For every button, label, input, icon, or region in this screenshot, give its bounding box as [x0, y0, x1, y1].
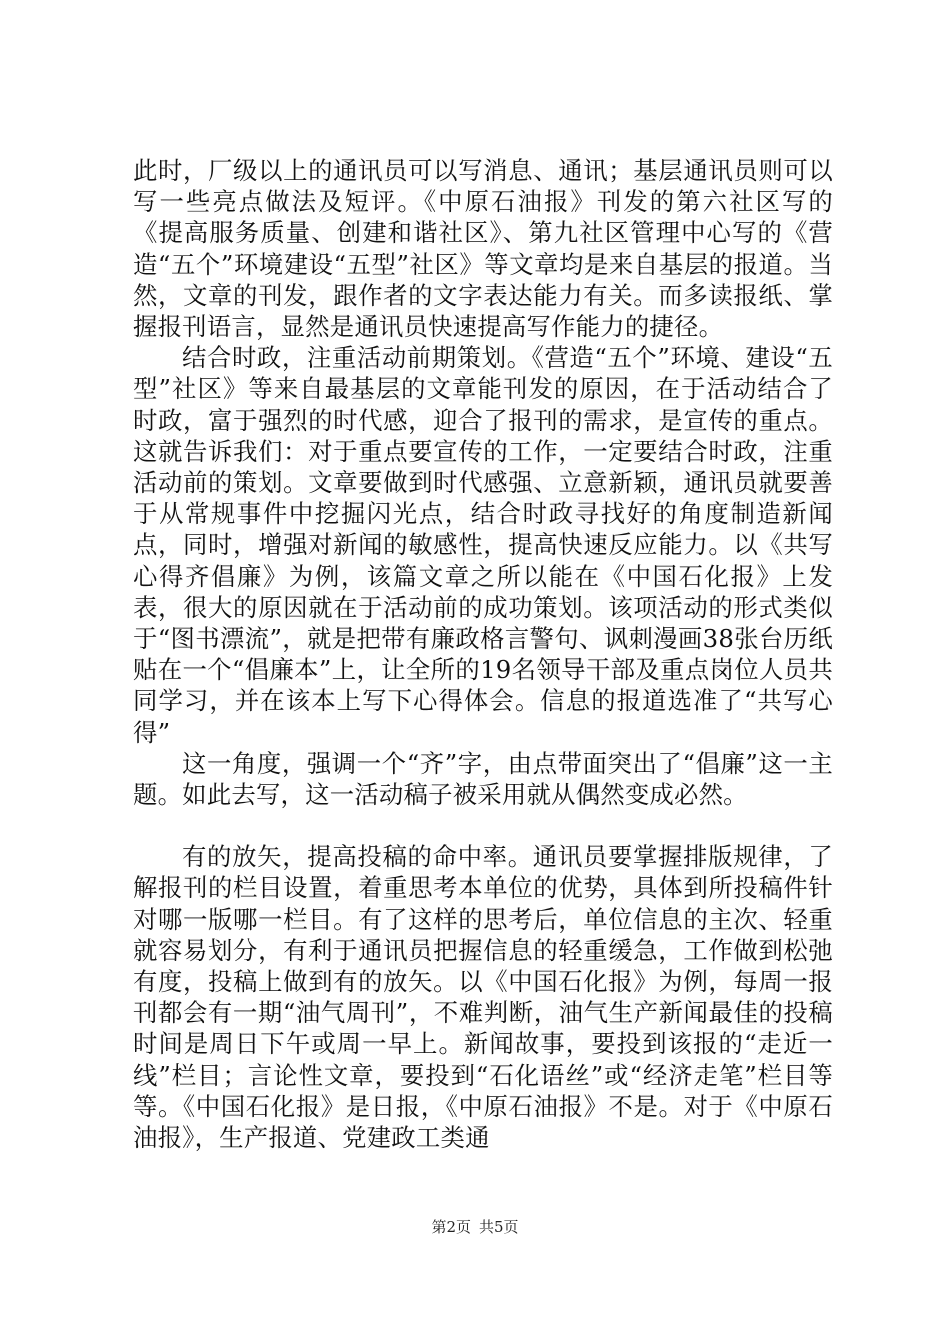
document-body [133, 155, 833, 1153]
page-number-total: 共5页 [479, 1218, 519, 1236]
paragraph-4: 有的放矢，提高投稿的命中率。通讯员要掌握排版规律，了解报刊的栏目设置，着重思考本单位的优势，具体到所投稿件针对哪一版哪一栏目。有了这样的思考后，单位信息的主次、轻重就容易划分，有利于通讯员把握信息的轻重缓急，工作做到松弛有度，投稿上做到有的放矢。以《中国石化报》为例，每周一报刊都会有一期“油气周刊”，不难判断，油气生产新闻最佳的投稿时间是周日下午或周一早上。新闻故事，要投到该报的“走近一线”栏目；言论性文章，要投到“石化语丝”或“经济走笔”栏目等等。《中国石化报》是日报，《中原石油报》不是。对于《中原石油报》，生产报道、党建政工类通 [133, 842, 833, 1153]
paragraph-3: 这一角度，强调一个“齐”字，由点带面突出了“倡廉”这一主题。如此去写，这一活动稿子被采用就从偶然变成必然。 [133, 748, 833, 810]
paragraph-1: 此时，厂级以上的通讯员可以写消息、通讯；基层通讯员则可以写一些亮点做法及短评。《中原石油报》刊发的第六社区写的《提高服务质量、创建和谐社区》、第九社区管理中心写的《营造“五个”环境建设“五型”社区》等文章均是来自基层的报道。当然，文章的刊发，跟作者的文字表达能力有关。而多读报纸、掌握报刊语言，显然是通讯员快速提高写作能力的捷径。 [133, 156, 833, 342]
page-number-current: 第2页 [431, 1218, 471, 1236]
paragraph-2: 结合时政，注重活动前期策划。《营造“五个”环境、建设“五型”社区》等来自最基层的文章能刊发的原因，在于活动结合了时政，富于强烈的时代感，迎合了报刊的需求，是宣传的重点。这就告诉我们：对于重点要宣传的工作，一定要结合时政，注重活动前的策划。文章要做到时代感强、立意新颖，通讯员就要善于从常规事件中挖掘闪光点，结合时政寻找好的角度制造新闻点，同时，增强对新闻的敏感性，提高快速反应能力。以《共写心得齐倡廉》为例，该篇文章之所以能在《中国石化报》上发表，很大的原因就在于活动前的成功策划。该项活动的形式类似于“图书漂流”，就是把带有廉政格言警句、讽刺漫画38张台历纸贴在一个“倡廉本”上，让全所的19名领导干部及重点岗位人员共同学习，并在该本上写下心得体会。信息的报道选准了“共写心得” [133, 343, 833, 747]
page-footer [0, 1216, 950, 1237]
